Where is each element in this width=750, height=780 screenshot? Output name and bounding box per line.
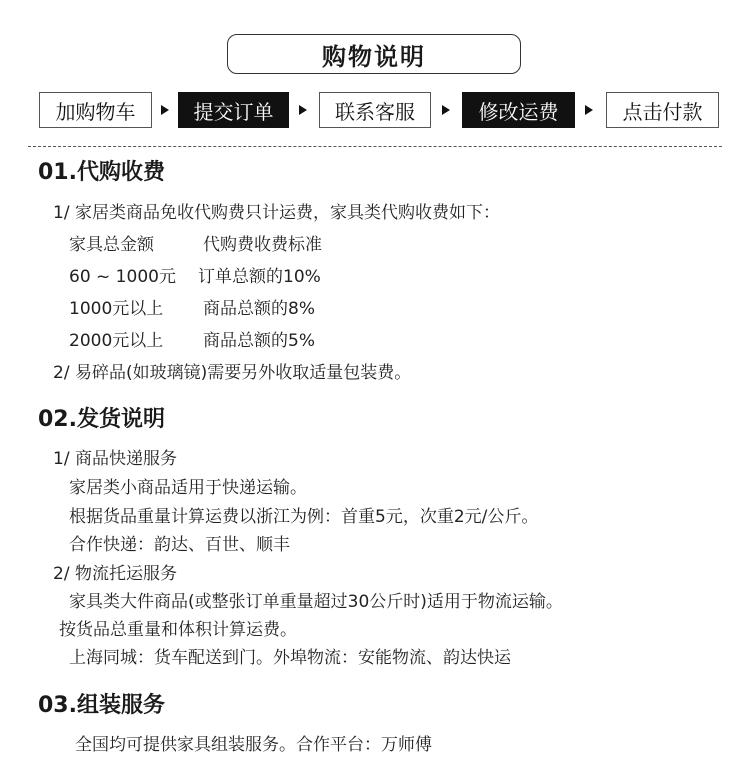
page-title: 购物说明 <box>227 34 521 74</box>
shipping-line: 按货品总重量和体积计算运费。 <box>59 620 297 640</box>
fee-table-cell: 订单总额的10% <box>198 267 321 287</box>
step-modify-shipping: 修改运费 <box>462 92 575 128</box>
assembly-line: 全国均可提供家具组装服务。合作平台：万师傅 <box>75 735 432 755</box>
section-title-assembly: 03.组装服务 <box>38 693 165 718</box>
fee-table-row <box>69 326 469 351</box>
step-add-to-cart: 加购物车 <box>39 92 152 128</box>
arrow-right-icon <box>299 105 307 115</box>
fee-table-cell: 1000元以上 <box>69 299 164 319</box>
purchase-steps <box>39 92 719 128</box>
step-pay: 点击付款 <box>606 92 719 128</box>
arrow-right-icon <box>585 105 593 115</box>
arrow-right-icon <box>442 105 450 115</box>
shipping-line: 合作快递：韵达、百世、顺丰 <box>69 535 290 555</box>
step-contact-service: 联系客服 <box>319 92 431 128</box>
section-title-shipping: 02.发货说明 <box>38 407 165 432</box>
fees-item-1: 1/ 家居类商品免收代购费只计运费，家具类代购收费如下： <box>53 203 500 223</box>
arrow-right-icon <box>161 105 169 115</box>
fee-table-header-amount: 家具总金额 <box>69 235 154 255</box>
shipping-line: 根据货品重量计算运费以浙江为例：首重5元，次重2元/公斤。 <box>69 507 539 527</box>
fee-table-cell: 商品总额的5% <box>203 331 315 351</box>
fee-table-cell: 商品总额的8% <box>203 299 315 319</box>
fee-table-header <box>69 230 469 255</box>
shipping-item-1: 1/ 商品快递服务 <box>53 449 177 469</box>
fee-table-header-standard: 代购费收费标准 <box>203 235 322 255</box>
shipping-line: 上海同城：货车配送到门。外埠物流：安能物流、韵达快运 <box>69 648 511 668</box>
shipping-line: 家具类大件商品(或整张订单重量超过30公斤时)适用于物流运输。 <box>69 592 563 612</box>
shipping-item-2: 2/ 物流托运服务 <box>53 564 177 584</box>
shipping-line: 家居类小商品适用于快递运输。 <box>69 478 307 498</box>
fee-table-cell: 60 ~ 1000元 <box>69 267 176 287</box>
section-title-fees: 01.代购收费 <box>38 160 165 185</box>
divider <box>28 146 722 147</box>
step-submit-order: 提交订单 <box>178 92 289 128</box>
fee-table-cell: 2000元以上 <box>69 331 164 351</box>
fee-table-row <box>69 294 469 319</box>
fees-item-2: 2/ 易碎品(如玻璃镜)需要另外收取适量包装费。 <box>53 363 412 383</box>
fee-table-row <box>69 262 469 287</box>
